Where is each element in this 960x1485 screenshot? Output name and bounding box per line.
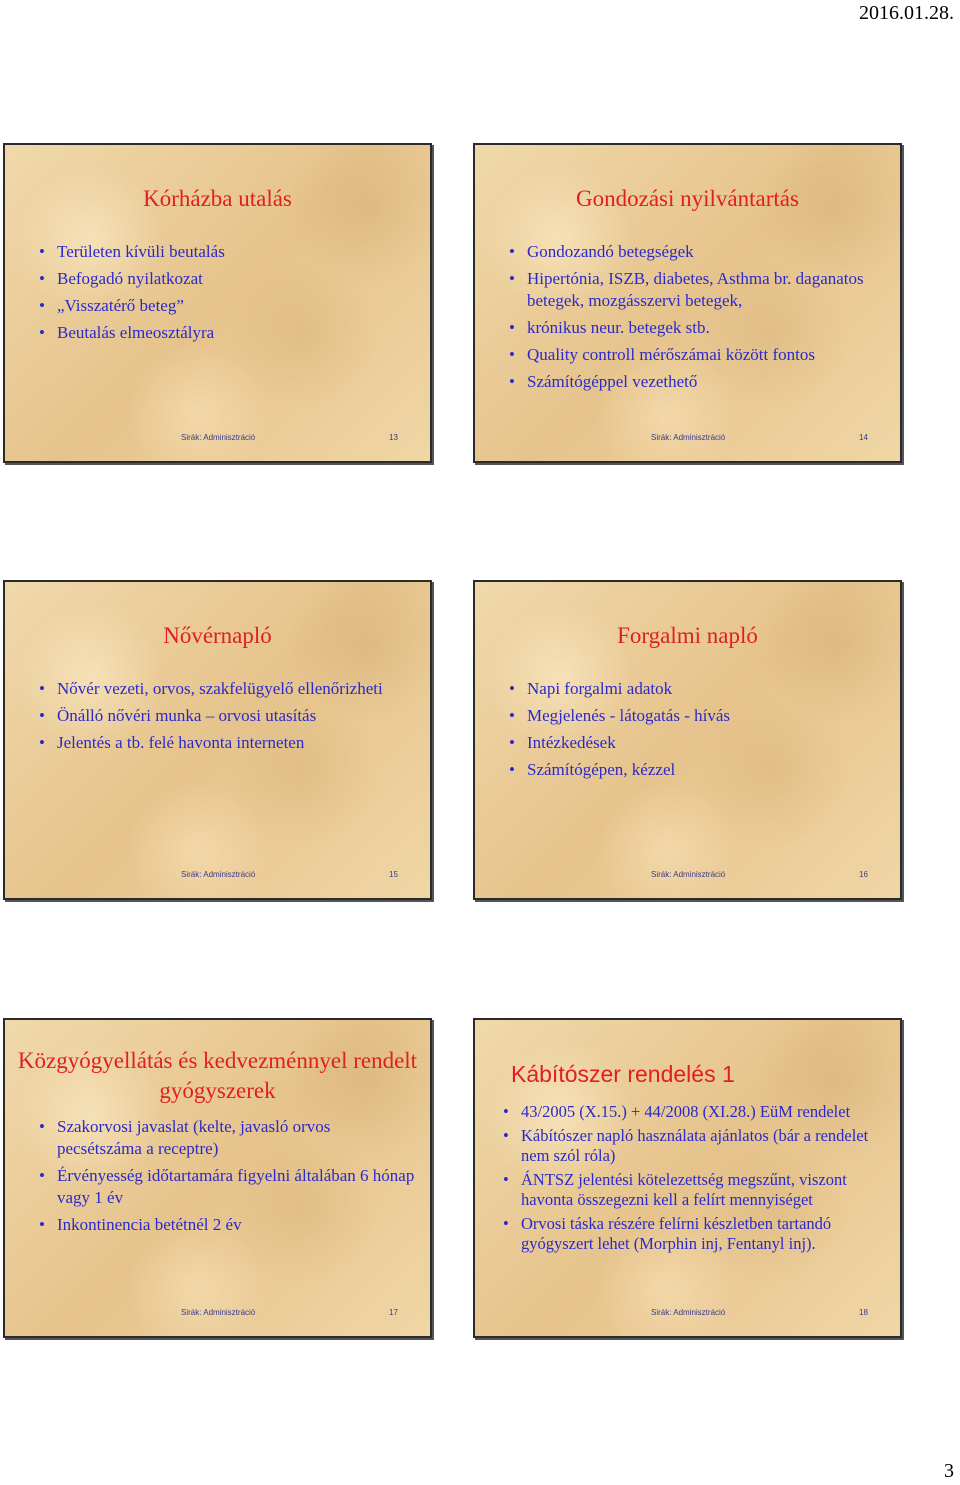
slide-number: 13 (389, 433, 398, 442)
bullet-icon: • (509, 372, 515, 391)
bullet-item: • Intézkedések (509, 733, 616, 752)
slide-title: Kábítószer rendelés 1 (511, 1061, 735, 1087)
bullet-item: • Gondozandó betegségek (509, 242, 694, 261)
slide-number: 18 (859, 1308, 868, 1317)
bullet-icon: • (509, 733, 515, 752)
bullet-icon: • (39, 1215, 45, 1234)
bullet-item: • Quality controll mérőszámai között fontos (509, 345, 815, 364)
bullet-icon: • (509, 679, 515, 698)
slide-14 (473, 143, 902, 463)
bullet-icon: • (39, 706, 45, 725)
bullet-item: • Orvosi táska részére felírni készletben tartandó gyógyszert lehet (Morphin inj, Fentanyl inj). (503, 1214, 832, 1253)
bullet-item: • ÁNTSZ jelentési kötelezettség megszűnt, viszont havonta összegezni kell a felírt mennyiséget (503, 1170, 847, 1209)
bullet-icon: • (39, 296, 45, 315)
bullet-icon: • (509, 242, 515, 261)
slide-17 (3, 1018, 432, 1338)
page-number: 3 (944, 1460, 954, 1482)
slide-footer (475, 433, 900, 445)
slide-footer-text: Sirák: Adminisztráció (181, 433, 256, 442)
bullet-item: • Kábítószer napló használata ajánlatos (bár a rendelet nem szól róla) (503, 1126, 869, 1165)
bullet-icon: • (39, 242, 45, 261)
bullet-item: • „Visszatérő beteg” (39, 296, 184, 315)
slide-13 (3, 143, 432, 463)
bullet-item: • Megjelenés - látogatás - hívás (509, 706, 730, 725)
slide-footer (475, 870, 900, 882)
slide-18 (473, 1018, 902, 1338)
bullet-item: • Napi forgalmi adatok (509, 679, 673, 698)
slide-footer-text: Sirák: Adminisztráció (181, 1308, 256, 1317)
bullet-item: • Érvényesség időtartamára figyelni általában 6 hónap vagy 1 év (39, 1166, 415, 1207)
bullet-list (503, 1102, 886, 1258)
slide-title: Gondozási nyilvántartás (576, 186, 799, 211)
bullet-item: • Nővér vezeti, orvos, szakfelügyelő ellenőrizheti (39, 679, 383, 698)
slide-footer-text: Sirák: Adminisztráció (651, 870, 726, 879)
bullet-list (509, 241, 886, 398)
bullet-item: • Befogadó nyilatkozat (39, 269, 203, 288)
bullet-icon: • (509, 318, 515, 337)
bullet-item: • 43/2005 (X.15.) + 44/2008 (XI.28.) EüM rendelet (503, 1102, 851, 1121)
slide-footer-text: Sirák: Adminisztráció (651, 433, 726, 442)
slide-title: Kórházba utalás (143, 186, 292, 211)
slide-15 (3, 580, 432, 900)
bullet-icon: • (39, 679, 45, 698)
slide-number: 17 (389, 1308, 398, 1317)
slide-footer (5, 1308, 430, 1320)
bullet-icon: • (509, 760, 515, 779)
bullet-item: • Hipertónia, ISZB, diabetes, Asthma br. daganatos betegek, mozgásszervi betegek, (509, 269, 864, 310)
bullet-item: • Számítógéppel vezethető (509, 372, 698, 391)
slide-number: 15 (389, 870, 398, 879)
slide-footer-text: Sirák: Adminisztráció (651, 1308, 726, 1317)
slide-footer (5, 870, 430, 882)
bullet-icon: • (39, 1117, 45, 1136)
bullet-icon: • (39, 733, 45, 752)
bullet-icon: • (503, 1170, 509, 1189)
bullet-item: • Jelentés a tb. felé havonta interneten (39, 733, 305, 752)
bullet-list (39, 678, 416, 759)
slide-footer (5, 433, 430, 445)
bullet-list (39, 1116, 416, 1241)
slide-footer-text: Sirák: Adminisztráció (181, 870, 256, 879)
bullet-item: • Inkontinencia betétnél 2 év (39, 1215, 242, 1234)
slide-footer (475, 1308, 900, 1320)
bullet-icon: • (509, 706, 515, 725)
bullet-item: • Számítógépen, kézzel (509, 760, 676, 779)
bullet-icon: • (509, 269, 515, 288)
slide-number: 16 (859, 870, 868, 879)
bullet-icon: • (503, 1214, 509, 1233)
bullet-list (39, 241, 416, 349)
slide-16 (473, 580, 902, 900)
bullet-icon: • (503, 1126, 509, 1145)
slide-number: 14 (859, 433, 868, 442)
bullet-item: • Beutalás elmeosztályra (39, 323, 215, 342)
bullet-icon: • (39, 323, 45, 342)
bullet-icon: • (39, 269, 45, 288)
bullet-item: • Önálló nővéri munka – orvosi utasítás (39, 706, 317, 725)
bullet-item: • krónikus neur. betegek stb. (509, 318, 710, 337)
bullet-list (509, 678, 886, 786)
bullet-icon: • (509, 345, 515, 364)
bullet-icon: • (503, 1102, 509, 1121)
page-date: 2016.01.28. (859, 2, 954, 24)
bullet-item: • Szakorvosi javaslat (kelte, javasló orvos pecsétszáma a receptre) (39, 1117, 331, 1158)
bullet-item: • Területen kívüli beutalás (39, 242, 225, 261)
slide-title: Forgalmi napló (617, 623, 758, 648)
slide-title: Közgyógyellátás és kedvezménnyel rendelt gyógyszerek (17, 1048, 418, 1103)
slide-title: Nővérnapló (163, 623, 272, 648)
bullet-icon: • (39, 1166, 45, 1185)
